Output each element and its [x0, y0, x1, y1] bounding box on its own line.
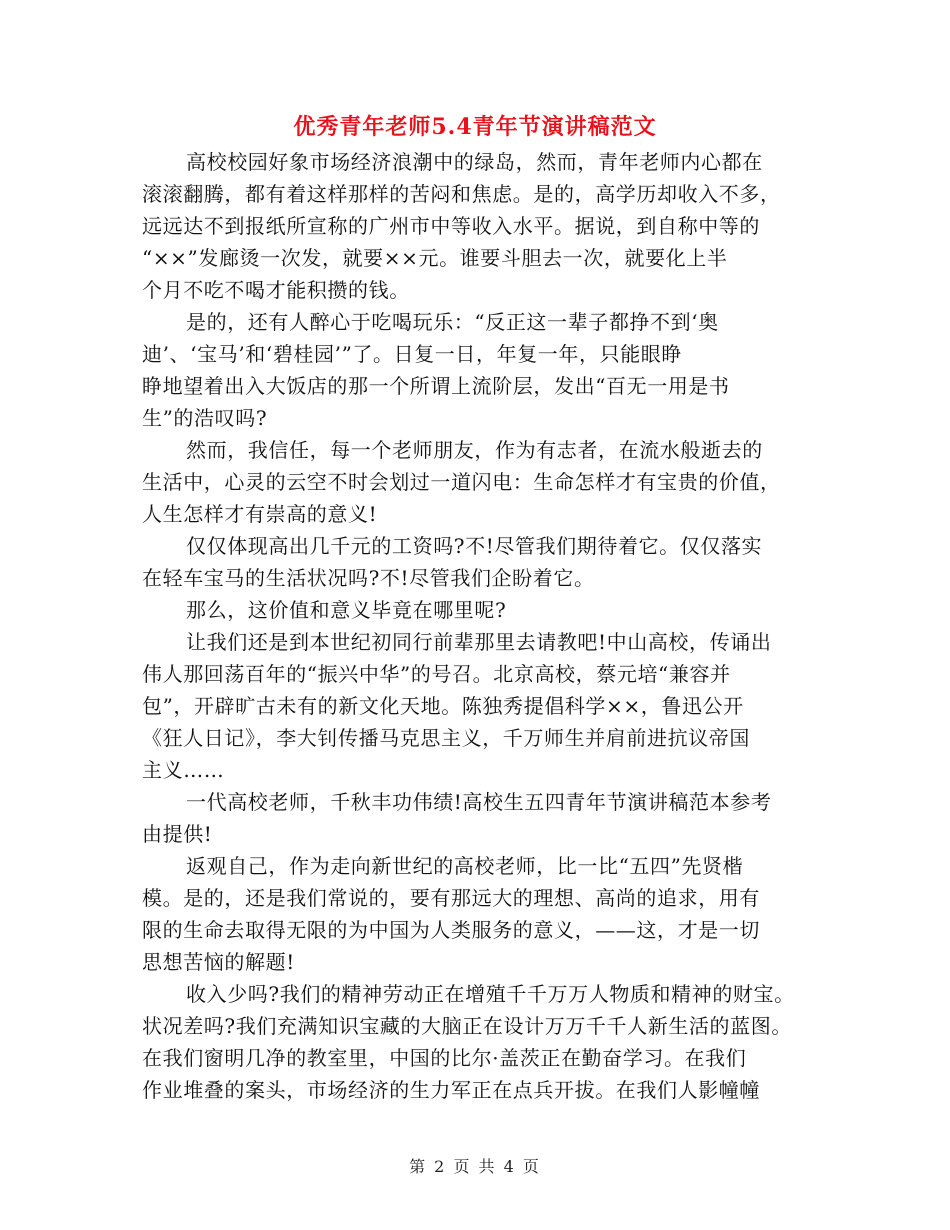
text-line: 收入少吗?我们的精神劳动正在增殖千千万万人物质和精神的财宝。	[186, 982, 795, 1006]
text-line: 睁地望着出入大饭店的那一个所谓上流阶层，发出“百无一用是书	[142, 374, 730, 398]
text-line: 思想苦恼的解题!	[142, 950, 295, 974]
text-line: 让我们还是到本世纪初同行前辈那里去请教吧!中山高校，传诵出	[186, 630, 772, 654]
text-line: 伟人那回荡百年的“振兴中华”的号召。北京高校，蔡元培“兼容并	[142, 662, 731, 686]
text-line: 远远达不到报纸所宣称的广州市中等收入水平。据说，到自称中等的	[142, 214, 760, 238]
text-line: 在轻车宝马的生活状况吗?不!尽管我们企盼着它。	[142, 566, 595, 590]
text-line: 在我们窗明几净的教室里，中国的比尔·盖茨正在勤奋学习。在我们	[142, 1046, 747, 1070]
text-line: 限的生命去取得无限的为中国为人类服务的意义，——这，才是一切	[142, 918, 760, 942]
text-line: 是的，还有人醉心于吃喝玩乐：“反正这一辈子都挣不到‘奥	[186, 310, 719, 334]
text-line: 生”的浩叹吗?	[142, 406, 268, 430]
text-line: 作业堆叠的案头，市场经济的生力军正在点兵开拔。在我们人影幢幢	[142, 1078, 760, 1102]
text-line: 个月不吃不喝才能积攒的钱。	[142, 278, 410, 302]
document-title: 优秀青年老师5.4青年节演讲稿范文	[293, 114, 657, 140]
text-line: 那么，这价值和意义毕竟在哪里呢?	[186, 598, 507, 622]
text-line: 人生怎样才有崇高的意义!	[142, 502, 378, 526]
text-line: 模。是的，还是我们常说的，要有那远大的理想、高尚的追求，用有	[142, 886, 760, 910]
text-line: 一代高校老师，千秋丰功伟绩!高校生五四青年节演讲稿范本参考	[186, 790, 772, 814]
text-line: 包”，开辟旷古未有的新文化天地。陈独秀提倡科学××，鲁迅公开	[142, 694, 744, 718]
text-line: 滚滚翻腾，都有着这样那样的苦闷和焦虑。是的，高学历却收入不多，	[142, 182, 781, 206]
document-body	[142, 146, 822, 1106]
text-line: 主义……	[142, 758, 225, 782]
text-line: 然而，我信任，每一个老师朋友，作为有志者，在流水般逝去的	[186, 438, 763, 462]
text-line: 高校校园好象市场经济浪潮中的绿岛，然而，青年老师内心都在	[186, 150, 763, 174]
text-line: 生活中，心灵的云空不时会划过一道闪电：生命怎样才有宝贵的价值，	[142, 470, 781, 494]
page-footer: 第 2 页 共 4 页	[409, 1157, 541, 1176]
text-line: 返观自己，作为走向新世纪的高校老师，比一比“五四”先贤楷	[186, 854, 744, 878]
text-line: 迪’、‘宝马’和‘碧桂园’”了。日复一日，年复一年，只能眼睁	[142, 342, 683, 366]
text-line: 仅仅体现高出几千元的工资吗?不!尽管我们期待着它。仅仅落实	[186, 534, 763, 558]
text-line: 《狂人日记》，李大钊传播马克思主义，千万师生并肩前进抗议帝国	[142, 726, 750, 750]
text-line: 由提供!	[142, 822, 213, 846]
text-line: 状况差吗?我们充满知识宝藏的大脑正在设计万万千千人新生活的蓝图。	[142, 1014, 792, 1038]
text-line: “××”发廊烫一次发，就要××元。谁要斗胆去一次，就要化上半	[142, 246, 728, 270]
